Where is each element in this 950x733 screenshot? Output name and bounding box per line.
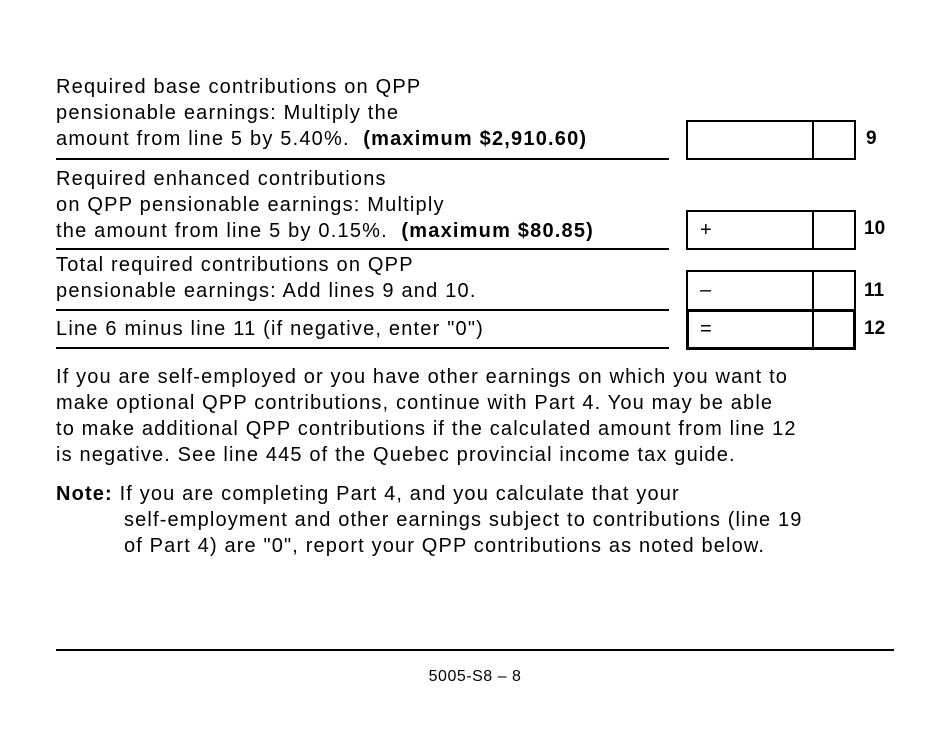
cents-divider	[812, 122, 814, 158]
line10-text-3	[56, 218, 594, 244]
line11-text-2: pensionable earnings: Add lines 9 and 10.	[56, 280, 477, 302]
line9-amount-field[interactable]	[686, 120, 856, 160]
info-line-2: make optional QPP contributions, continue with Part 4. You may be able	[56, 392, 774, 414]
line10-underline	[56, 248, 669, 250]
line9-text-1: Required base contributions on QPP	[56, 76, 422, 98]
line9-underline	[56, 158, 669, 160]
note-line-3: of Part 4) are "0", report your QPP contributions as noted below.	[124, 535, 766, 557]
cents-divider	[812, 212, 814, 248]
line10-number: 10	[864, 218, 886, 239]
footer-rule	[56, 649, 894, 651]
line12-amount-field[interactable]	[686, 309, 856, 350]
line11-operator: –	[700, 279, 712, 301]
cents-divider	[812, 272, 814, 309]
line12-operator: =	[700, 318, 712, 340]
line11-text-1: Total required contributions on QPP	[56, 254, 414, 276]
note-line-1	[56, 481, 680, 507]
info-line-4: is negative. See line 445 of the Quebec provincial income tax guide.	[56, 444, 736, 466]
line9-instruction: amount from line 5 by 5.40%.	[56, 128, 350, 150]
line10-text-1: Required enhanced contributions	[56, 168, 387, 190]
line10-operator: +	[700, 219, 712, 241]
note-text-1: If you are completing Part 4, and you calculate that your	[119, 483, 680, 505]
note-line-2: self-employment and other earnings subject to contributions (line 19	[124, 509, 803, 531]
line10-text-2: on QPP pensionable earnings: Multiply	[56, 194, 445, 216]
line9-text-3	[56, 126, 587, 152]
line10-amount-field[interactable]	[686, 210, 856, 250]
line12-text-1: Line 6 minus line 11 (if negative, enter "0")	[56, 318, 485, 340]
line9-number: 9	[866, 128, 877, 149]
note-label: Note:	[56, 483, 113, 505]
form-page-id: 5005-S8 – 8	[428, 668, 522, 685]
line11-underline	[56, 309, 669, 311]
info-line-3: to make additional QPP contributions if the calculated amount from line 12	[56, 418, 797, 440]
line12-number: 12	[864, 318, 886, 339]
line9-text-2: pensionable earnings: Multiply the	[56, 102, 400, 124]
line9-maximum: (maximum $2,910.60)	[363, 128, 588, 150]
info-line-1: If you are self-employed or you have other earnings on which you want to	[56, 366, 789, 388]
line10-instruction: the amount from line 5 by 0.15%.	[56, 220, 388, 242]
line10-maximum: (maximum $80.85)	[401, 220, 595, 242]
line11-amount-field[interactable]	[686, 270, 856, 311]
line11-number: 11	[864, 280, 885, 301]
line12-underline	[56, 347, 669, 349]
cents-divider	[812, 312, 814, 347]
